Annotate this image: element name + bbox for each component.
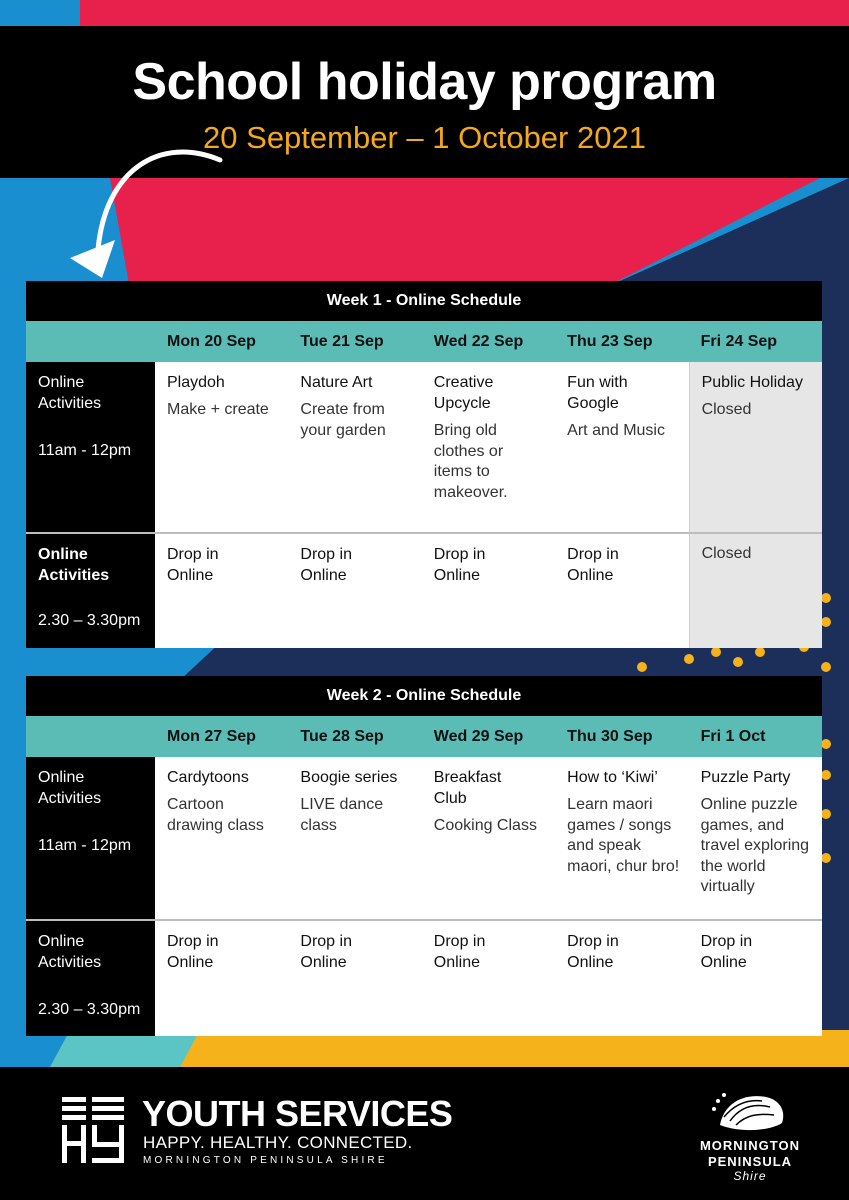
session-time: 11am - 12pm xyxy=(38,837,132,854)
activity-cell xyxy=(155,362,288,532)
shell-icon xyxy=(710,1087,790,1137)
week-title: Week 1 - Online Schedule xyxy=(26,281,822,321)
day-header: Thu 30 Sep xyxy=(567,728,653,745)
activity-cell xyxy=(422,757,555,919)
drop-in-label: Drop in Online xyxy=(300,546,352,584)
session-name: Online Activities xyxy=(38,933,102,971)
activity-description: Create from your garden xyxy=(300,401,386,439)
afternoon-session-row xyxy=(26,921,822,1036)
activity-title: Playdoh xyxy=(167,374,225,391)
logo-line-2: PENINSULA xyxy=(707,1154,793,1169)
activity-description: Bring old clothes or items to makeover. xyxy=(433,422,508,501)
curved-arrow-icon xyxy=(60,140,240,290)
drop-in-label: Drop in Online xyxy=(167,933,219,971)
activity-description: Closed xyxy=(701,401,752,418)
session-time: 11am - 12pm xyxy=(38,442,132,459)
day-header: Wed 29 Sep xyxy=(433,728,524,745)
activity-cell xyxy=(422,534,555,648)
activity-cell xyxy=(155,921,288,1036)
brand-tagline: HAPPY. HEALTHY. CONNECTED. xyxy=(143,1133,413,1152)
drop-in-label: Drop in Online xyxy=(567,546,619,584)
activity-cell xyxy=(555,534,688,648)
week-2-schedule xyxy=(26,676,822,1036)
activity-cell xyxy=(288,921,421,1036)
date-range: 20 September – 1 October 2021 xyxy=(203,120,646,155)
activity-description: Online puzzle games, and travel exploring the world virtually xyxy=(700,796,810,895)
brand-title: YOUTH SERVICES xyxy=(142,1093,453,1134)
day-header: Fri 24 Sep xyxy=(700,333,778,350)
closed-label: Closed xyxy=(701,545,752,562)
activity-description: Cartoon drawing class xyxy=(167,796,264,834)
afternoon-session-row xyxy=(26,534,822,648)
youth-services-mark-icon xyxy=(62,1097,124,1163)
week-1-schedule xyxy=(26,281,822,648)
activity-cell-closed xyxy=(689,534,822,648)
day-header-row xyxy=(26,321,822,362)
session-name: Online Activities xyxy=(38,374,102,412)
drop-in-label: Drop in Online xyxy=(433,933,486,971)
day-header-row xyxy=(26,716,822,757)
session-name: Online Activities xyxy=(38,546,110,584)
activity-cell xyxy=(555,921,688,1036)
activity-description: Art and Music xyxy=(567,422,665,439)
activity-description: Make + create xyxy=(167,401,269,418)
logo-line-3: Shire xyxy=(733,1169,767,1183)
day-header-corner xyxy=(26,321,155,362)
session-label xyxy=(26,534,155,648)
activity-cell xyxy=(155,534,288,648)
drop-in-label: Drop in Online xyxy=(433,546,486,584)
activity-cell xyxy=(288,757,421,919)
page-footer xyxy=(0,1067,849,1200)
activity-cell-closed xyxy=(689,362,822,532)
activity-cell xyxy=(288,362,421,532)
day-header: Wed 22 Sep xyxy=(433,333,524,350)
day-header: Thu 23 Sep xyxy=(567,333,653,350)
activity-title: Puzzle Party xyxy=(700,769,791,786)
activity-title: Breakfast Club xyxy=(433,769,502,807)
activity-title: How to ‘Kiwi’ xyxy=(567,769,658,786)
drop-in-label: Drop in Online xyxy=(700,933,753,971)
day-header: Tue 28 Sep xyxy=(300,728,384,745)
activity-cell xyxy=(555,757,688,919)
activity-cell xyxy=(689,921,822,1036)
activity-title: Public Holiday xyxy=(701,374,803,391)
drop-in-label: Drop in Online xyxy=(567,933,619,971)
session-label xyxy=(26,362,155,532)
activity-title: Cardytoons xyxy=(167,769,249,786)
mornington-peninsula-logo xyxy=(690,1087,810,1197)
activity-title: Nature Art xyxy=(300,374,373,391)
activity-cell xyxy=(555,362,688,532)
session-label xyxy=(26,921,155,1036)
activity-title: Creative Upcycle xyxy=(433,374,494,412)
activity-title: Fun with Google xyxy=(567,374,628,412)
brand-shire: MORNINGTON PENINSULA SHIRE xyxy=(143,1155,388,1166)
session-label xyxy=(26,757,155,919)
activity-cell xyxy=(422,921,555,1036)
morning-session-row xyxy=(26,362,822,534)
session-time: 2.30 – 3.30pm xyxy=(38,1001,141,1018)
activity-cell xyxy=(422,362,555,532)
session-time: 2.30 – 3.30pm xyxy=(38,612,141,629)
activity-description: Learn maori games / songs and speak maori, chur bro! xyxy=(567,796,680,875)
activity-cell xyxy=(288,534,421,648)
activity-description: LIVE dance class xyxy=(300,796,384,834)
week-title: Week 2 - Online Schedule xyxy=(26,676,822,716)
session-name: Online Activities xyxy=(38,769,102,807)
day-header: Fri 1 Oct xyxy=(700,728,766,745)
page-title: School holiday program xyxy=(132,53,717,111)
day-header: Mon 27 Sep xyxy=(167,728,256,745)
activity-cell xyxy=(689,757,822,919)
activity-title: Boogie series xyxy=(300,769,398,786)
activity-description: Cooking Class xyxy=(433,817,537,834)
morning-session-row xyxy=(26,757,822,921)
day-header: Mon 20 Sep xyxy=(167,333,256,350)
day-header: Tue 21 Sep xyxy=(300,333,384,350)
day-header-corner xyxy=(26,716,155,757)
activity-cell xyxy=(155,757,288,919)
drop-in-label: Drop in Online xyxy=(167,546,219,584)
drop-in-label: Drop in Online xyxy=(300,933,352,971)
logo-line-1: MORNINGTON xyxy=(699,1138,801,1153)
bg-red-top xyxy=(80,0,849,26)
